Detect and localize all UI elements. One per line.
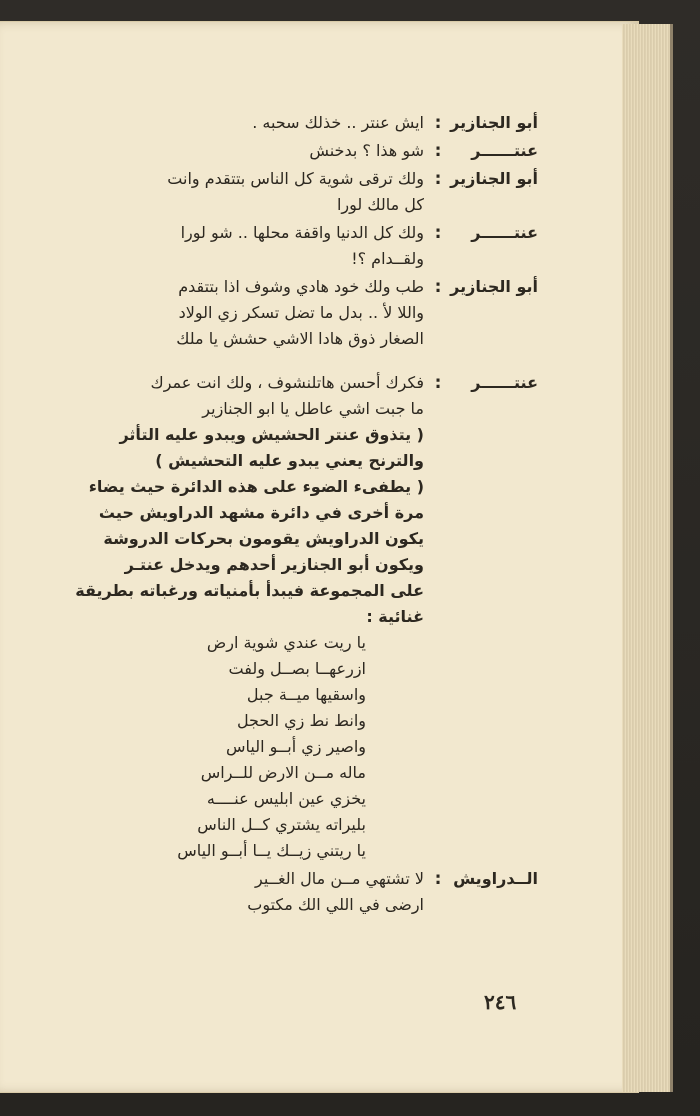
dialogue-entry — [60, 166, 538, 218]
verse-line: واسقيها ميــة جبل — [246, 685, 366, 704]
speech-line: ايش عنتر .. خذلك سحبه . — [252, 113, 424, 132]
colon: : — [434, 169, 442, 189]
speech — [60, 110, 424, 136]
colon: : — [434, 373, 442, 393]
speaker-name: الــدراويش — [453, 869, 538, 888]
speech-line: طب ولك خود هادي وشوف اذا بتتقدم — [178, 277, 424, 296]
speaker-name: أبو الجنازير — [450, 113, 538, 132]
verse-line: بليراته يشتري كــل الناس — [197, 815, 366, 834]
stage-direction-line: ( يتذوق عنتر الحشيش ويبدو عليه التأثر — [119, 425, 424, 444]
song-verse — [60, 630, 424, 864]
speaker-name: عنتــــــر — [471, 223, 538, 242]
verse-line: ماله مــن الارض للــراس — [200, 763, 366, 782]
speech-line: ولك كل الدنيا واقفة محلها .. شو لورا — [180, 223, 424, 242]
stage-direction-line: مرة أخرى في دائرة مشهد الدراويش حيث — [98, 503, 424, 522]
verse-line: وانط نط زي الحجل — [236, 711, 366, 730]
speech-line: فكرك أحسن هاتلنشوف ، ولك انت عمرك — [150, 373, 424, 392]
speech — [60, 274, 424, 352]
verse-line: يا ريت عندي شوية ارض — [206, 633, 366, 652]
speech — [60, 866, 424, 918]
verse-line: ازرعهــا بصــل ولفت — [228, 659, 366, 678]
speech — [60, 370, 424, 864]
play-text — [60, 110, 538, 920]
page-edges — [622, 24, 673, 1092]
speech-line: كل مالك لورا — [336, 195, 424, 214]
colon: : — [434, 113, 442, 133]
speaker-name: عنتــــــر — [471, 373, 538, 392]
stage-direction-line: والترنح يعني يبدو عليه التحشيش ) — [155, 451, 424, 470]
stage-direction-line: على المجموعة فيبدأ بأمنياته ورغباته بطريقة — [75, 581, 424, 600]
stage-direction-line: غنائية : — [366, 607, 424, 626]
speech-line: ولك ترقى شوية كل الناس بتتقدم وانت — [167, 169, 424, 188]
speech-line: لا تشتهي مــن مال الغــير — [255, 869, 424, 888]
stage-direction-line: ويكون أبو الجنازير أحدهم ويدخل عنتـر — [124, 555, 424, 574]
stage-direction-line: ( يطفىء الضوء على هذه الدائرة حيث يضاء — [88, 477, 424, 496]
speech — [60, 138, 424, 164]
speech-line: ما جبت اشي عاطل يا ابو الجنازير — [202, 399, 424, 418]
stage-direction-line: يكون الدراويش يقومون بحركات الدروشة — [103, 529, 424, 548]
speech — [60, 166, 424, 218]
colon: : — [434, 869, 442, 889]
dialogue-entry — [60, 866, 538, 918]
page-number: ٢٤٦ — [484, 990, 517, 1014]
dialogue-entry — [60, 110, 538, 136]
dialogue-entry — [60, 274, 538, 352]
speech — [60, 220, 424, 272]
speaker-name: أبو الجنازير — [450, 277, 538, 296]
colon: : — [434, 277, 442, 297]
speaker-name: أبو الجنازير — [450, 169, 538, 188]
colon: : — [434, 223, 442, 243]
dialogue-entry — [60, 220, 538, 272]
colon: : — [434, 141, 442, 161]
verse-line: يا ريتني زيــك يــا أبــو الياس — [177, 841, 366, 860]
speaker-name: عنتــــــر — [471, 141, 538, 160]
speech-line: شو هذا ؟ بدخنش — [309, 141, 424, 160]
verse-line: يخزي عين ابليس عنــــه — [206, 789, 366, 808]
verse-line: واصير زي أبــو الياس — [225, 737, 366, 756]
dialogue-entry — [60, 138, 538, 164]
dialogue-entry — [60, 370, 538, 864]
speech-line: ارضى في اللي الك مكتوب — [247, 895, 424, 914]
speech-line: الصغار ذوق هادا الاشي حشش يا ملك — [176, 329, 424, 348]
speech-line: واللا لأ .. بدل ما تضل تسكر زي الولاد — [178, 303, 424, 322]
speech-line: ولقــدام ؟! — [351, 249, 424, 268]
